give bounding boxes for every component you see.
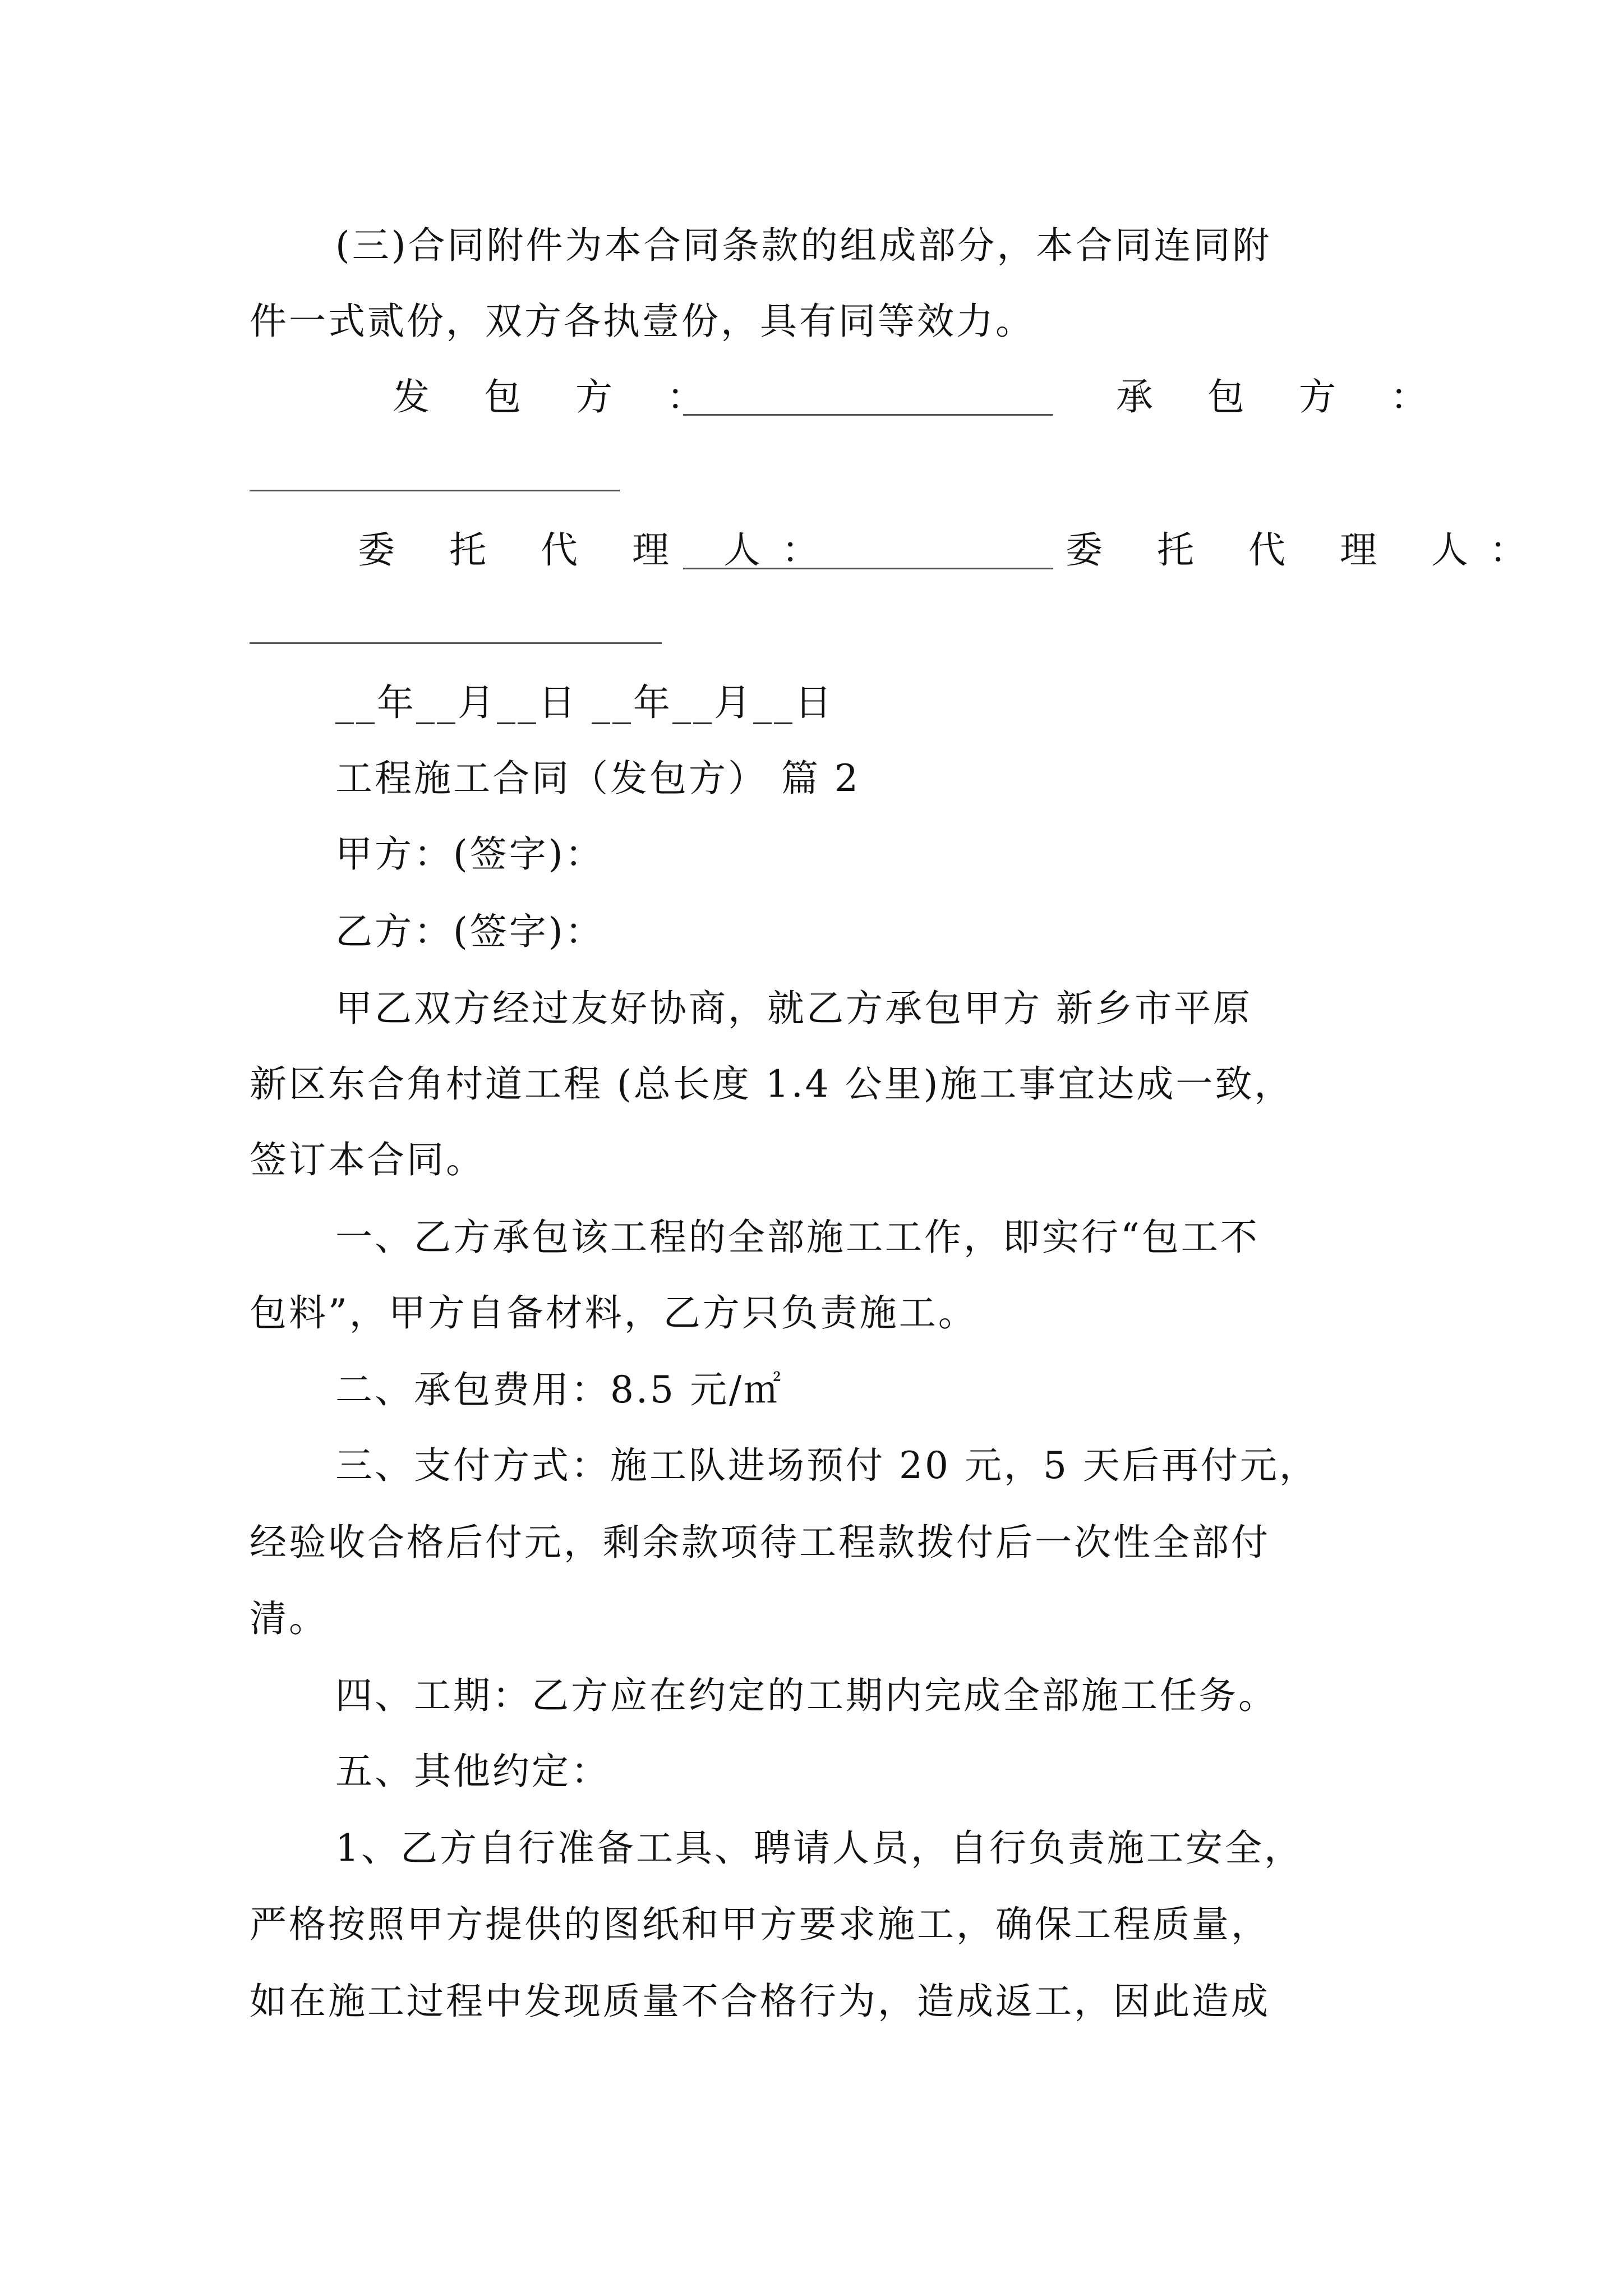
date-line: __年__月__日 __年__月__日 (335, 681, 834, 724)
agent-a-label: 委 托 代 理 人： (358, 528, 840, 572)
clause-5-1-line-2: 严格按照甲方提供的图纸和甲方要求施工，确保工程质量， (250, 1903, 1270, 1946)
clause-3-line-3: 清。 (250, 1597, 328, 1640)
agent-b-label: 委 托 代 理 人： (1066, 528, 1548, 572)
intro-line-2: 新区东合角村道工程 (总长度 1.4 公里)施工事宜达成一致， (250, 1062, 1294, 1106)
agent-a-signature-blank (683, 568, 1053, 569)
paragraph-attachments-line-1: (三)合同附件为本合同条款的组成部分，本合同连同附 (335, 224, 1272, 267)
intro-line-3: 签订本合同。 (250, 1138, 485, 1181)
agent-b-signature-blank (250, 642, 662, 644)
party-b-signature-blank (250, 490, 620, 491)
clause-4-line-1: 四、工期：乙方应在约定的工期内完成全部施工任务。 (335, 1674, 1278, 1717)
party-a-label: 发 包 方 ： (393, 375, 725, 418)
party-a-signature-blank (683, 414, 1053, 416)
clause-5-line-1: 五、其他约定： (335, 1750, 610, 1793)
intro-line-1: 甲乙双方经过友好协商，就乙方承包甲方 新乡市平原 (335, 987, 1252, 1030)
clause-5-1-line-1: 1、乙方自行准备工具、聘请人员，自行负责施工安全， (335, 1826, 1303, 1870)
paragraph-attachments-line-2: 件一式贰份，双方各执壹份，具有同等效力。 (250, 300, 1035, 343)
party-b-label: 承 包 方 ： (1116, 375, 1449, 418)
clause-2-line-1: 二、承包费用：8.5 元/㎡ (335, 1368, 783, 1411)
party-b-sign: 乙方：(签字)： (335, 910, 605, 953)
clause-3-line-2: 经验收合格后付元，剩余款项待工程款拨付后一次性全部付 (250, 1521, 1270, 1564)
clause-5-1-line-3: 如在施工过程中发现质量不合格行为，造成返工，因此造成 (250, 1980, 1270, 2023)
section-title: 工程施工合同（发包方） 篇 2 (335, 757, 860, 800)
party-a-sign: 甲方：(签字)： (335, 832, 605, 876)
clause-1-line-2: 包料”，甲方自备材料，乙方只负责施工。 (250, 1291, 978, 1335)
clause-3-line-1: 三、支付方式：施工队进场预付 20 元，5 天后再付元， (335, 1444, 1318, 1487)
clause-1-line-1: 一、乙方承包该工程的全部施工工作，即实行“包工不 (335, 1216, 1260, 1259)
